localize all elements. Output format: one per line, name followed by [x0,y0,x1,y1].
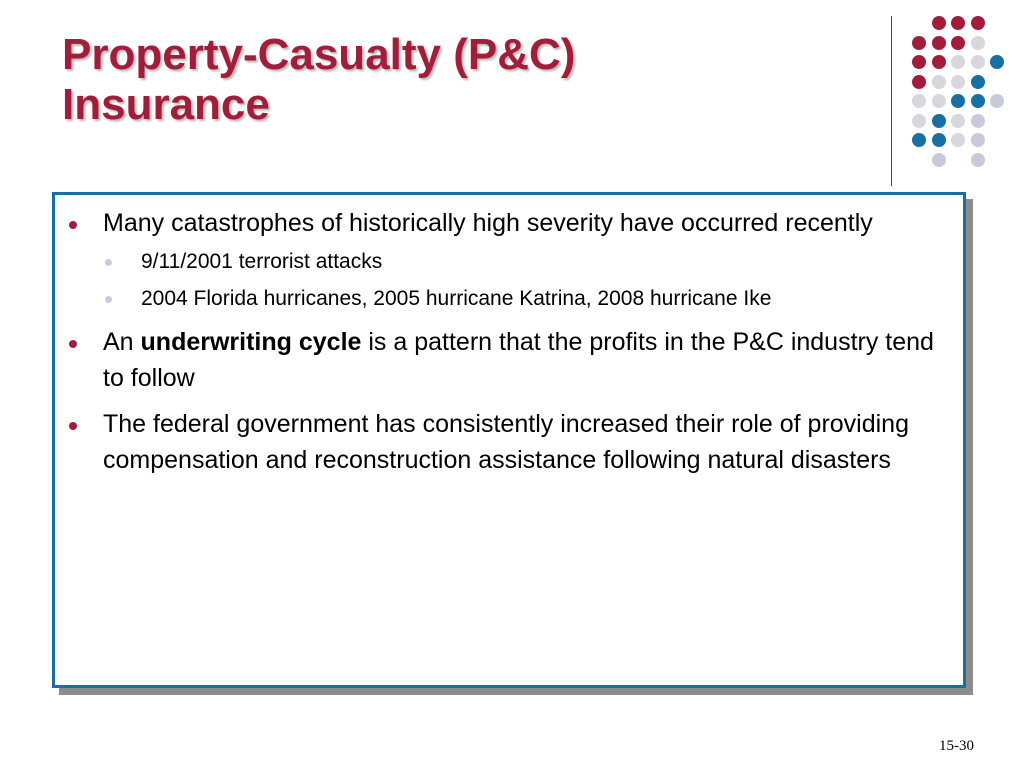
bullet-dot-icon [69,422,77,430]
bullet-catastrophes [55,205,955,314]
sub-bullet-text: 9/11/2001 terrorist attacks [141,250,383,273]
decorative-dot [951,94,965,108]
bullet-federal-government [55,406,955,478]
decorative-vertical-line [891,16,892,186]
decorative-dot [912,36,926,50]
content-box [52,192,966,688]
slide-number: 15-30 [939,738,974,754]
decorative-dot [951,75,965,89]
decorative-dot [951,36,965,50]
bullet-text: Many catastrophes of historically high severity have occurred recently [103,209,873,237]
bullet-text-pre: An [103,328,141,356]
decorative-dot [932,114,946,128]
decorative-dot [932,36,946,50]
decorative-dot [912,75,926,89]
bullet-text-post: is a pattern that the profits in the P&C industry tend to follow [103,328,934,392]
decorative-dot [932,75,946,89]
decorative-dot [990,55,1004,69]
decorative-dot [912,133,926,147]
decorative-dot [951,133,965,147]
decorative-dot [932,55,946,69]
decorative-dot [971,16,985,30]
decorative-dot [912,94,926,108]
slide-title-line-2: Insurance [62,80,270,129]
decorative-dot [971,36,985,50]
slide-title [62,30,862,130]
sub-bullet-terrorist-attacks [103,247,955,277]
sub-bullet-dot-icon [105,259,112,266]
decorative-dot [971,55,985,69]
decorative-dot [951,16,965,30]
sub-bullet-list [103,247,955,314]
bullet-text-bold-term: underwriting cycle [140,328,362,356]
decorative-dot [971,75,985,89]
bullet-dot-icon [69,340,77,348]
slide-title-line-1: Property-Casualty (P&C) [62,30,576,79]
decorative-dot [990,94,1004,108]
decorative-dot [912,114,926,128]
sub-bullet-text: 2004 Florida hurricanes, 2005 hurricane Katrina, 2008 hurricane Ike [141,287,772,310]
decorative-dot [932,16,946,30]
sub-bullet-hurricanes [103,284,955,314]
decorative-dot [932,133,946,147]
bullet-dot-icon [69,221,77,229]
decorative-dot [971,114,985,128]
bullet-list [55,205,955,488]
bullet-underwriting-cycle [55,324,955,396]
decorative-dot [932,94,946,108]
bullet-text: The federal government has consistently increased their role of providing compensation and reconstruction assistance following natural disasters [103,410,909,474]
decorative-dot [971,153,985,167]
decorative-dot [951,114,965,128]
sub-bullet-dot-icon [105,296,112,303]
decorative-dot [912,55,926,69]
decorative-dot [951,55,965,69]
decorative-dot [971,133,985,147]
decorative-dot [932,153,946,167]
decorative-dot [971,94,985,108]
